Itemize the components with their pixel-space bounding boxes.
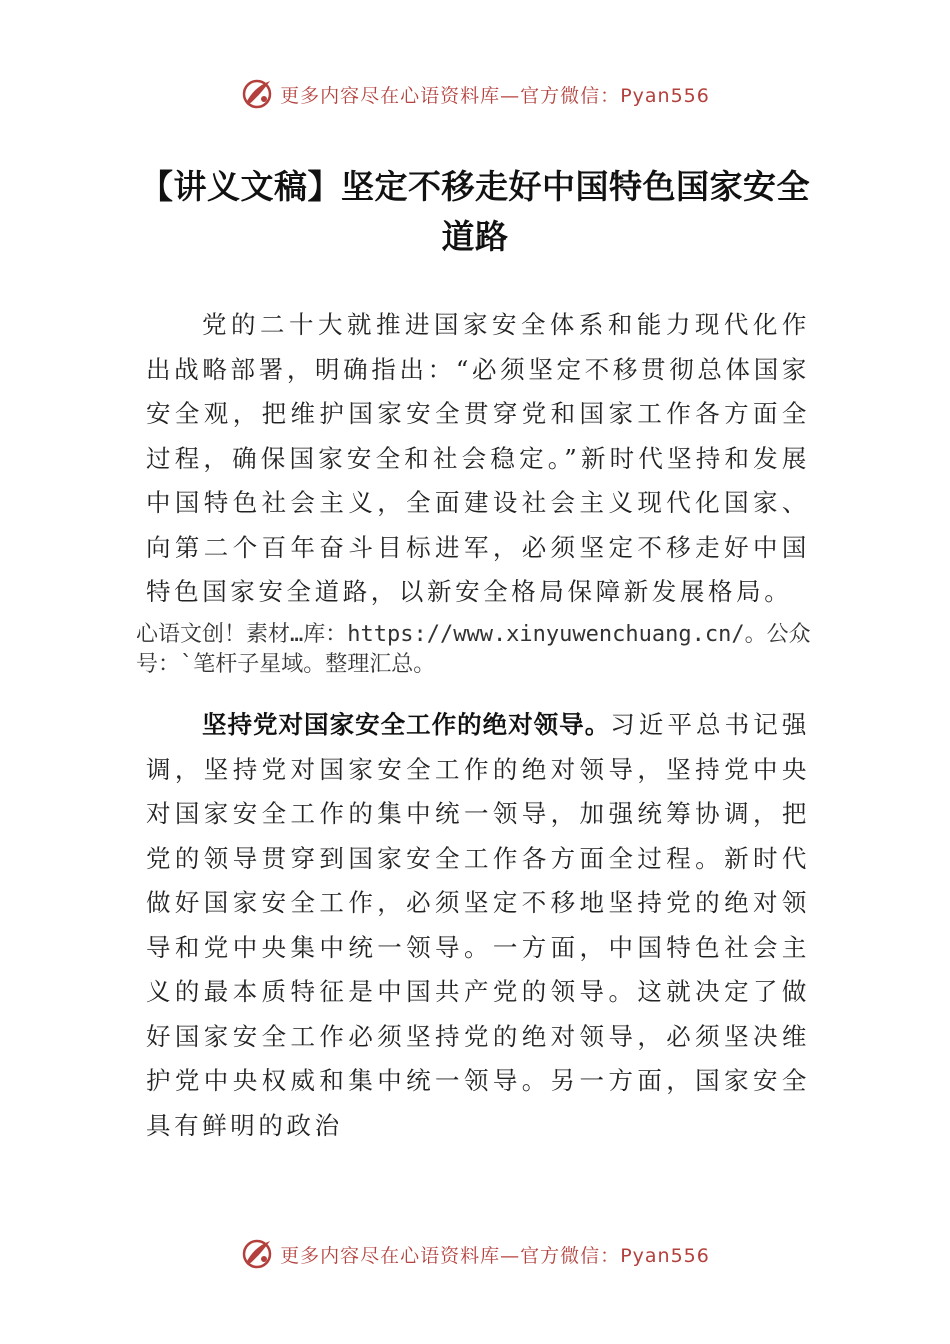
banner-contact-label: 官方微信： [520, 1244, 621, 1267]
paragraph-intro: 党的二十大就推进国家安全体系和能力现代化作出战略部署，明确指出：“必须坚定不移贯彻总体国家安全观，把维护国家安全贯穿党和国家工作各方面全过程，确保国家安全和社会稳定。”新时代坚持和发展中国特色社会主义，全面建设社会主义现代化国家、向第二个百年奋斗目标进军，必须坚定不移走好中国特色国家安全道路，以新安全格局保障新发展格局。 [146, 310, 810, 606]
banner-main-text: 更多内容尽在心语资料库 [280, 1244, 501, 1267]
brush-logo-icon [240, 77, 274, 111]
banner-wechat-id: Pyan556 [620, 1244, 710, 1267]
header-banner [0, 72, 950, 116]
footer-banner [0, 1232, 950, 1276]
banner-separator: — [500, 1244, 521, 1267]
banner-contact-label: 官方微信： [520, 84, 621, 107]
document-title: 【讲义文稿】坚定不移走好中国特色国家安全道路 [140, 167, 810, 256]
paragraph-lead-heading: 坚持党对国家安全工作的绝对领导。 [202, 710, 611, 739]
banner-main-text: 更多内容尽在心语资料库 [280, 84, 501, 107]
source-note: 心语文创！素材…库：https://www.xinyuwenchuang.cn/。公众号：`笔杆子星域。整理汇总。 [136, 622, 811, 677]
paragraph-leadership [146, 703, 810, 1148]
brush-logo-icon [240, 1237, 274, 1271]
banner-text [280, 1241, 710, 1268]
banner-text [280, 81, 710, 108]
paragraph-body: 习近平总书记强调，坚持党对国家安全工作的绝对领导，坚持党中央对国家安全工作的集中统一领导，加强统筹协调，把党的领导贯穿到国家安全工作各方面全过程。新时代做好国家安全工作，必须坚定不移地坚持党的绝对领导和党中央集中统一领导。一方面，中国特色社会主义的最本质特征是中国共产党的领导。这就决定了做好国家安全工作必须坚持党的绝对领导，必须坚决维护党中央权威和集中统一领导。另一方面，国家安全具有鲜明的政治 [146, 710, 810, 1140]
banner-wechat-id: Pyan556 [620, 84, 710, 107]
banner-separator: — [500, 84, 521, 107]
